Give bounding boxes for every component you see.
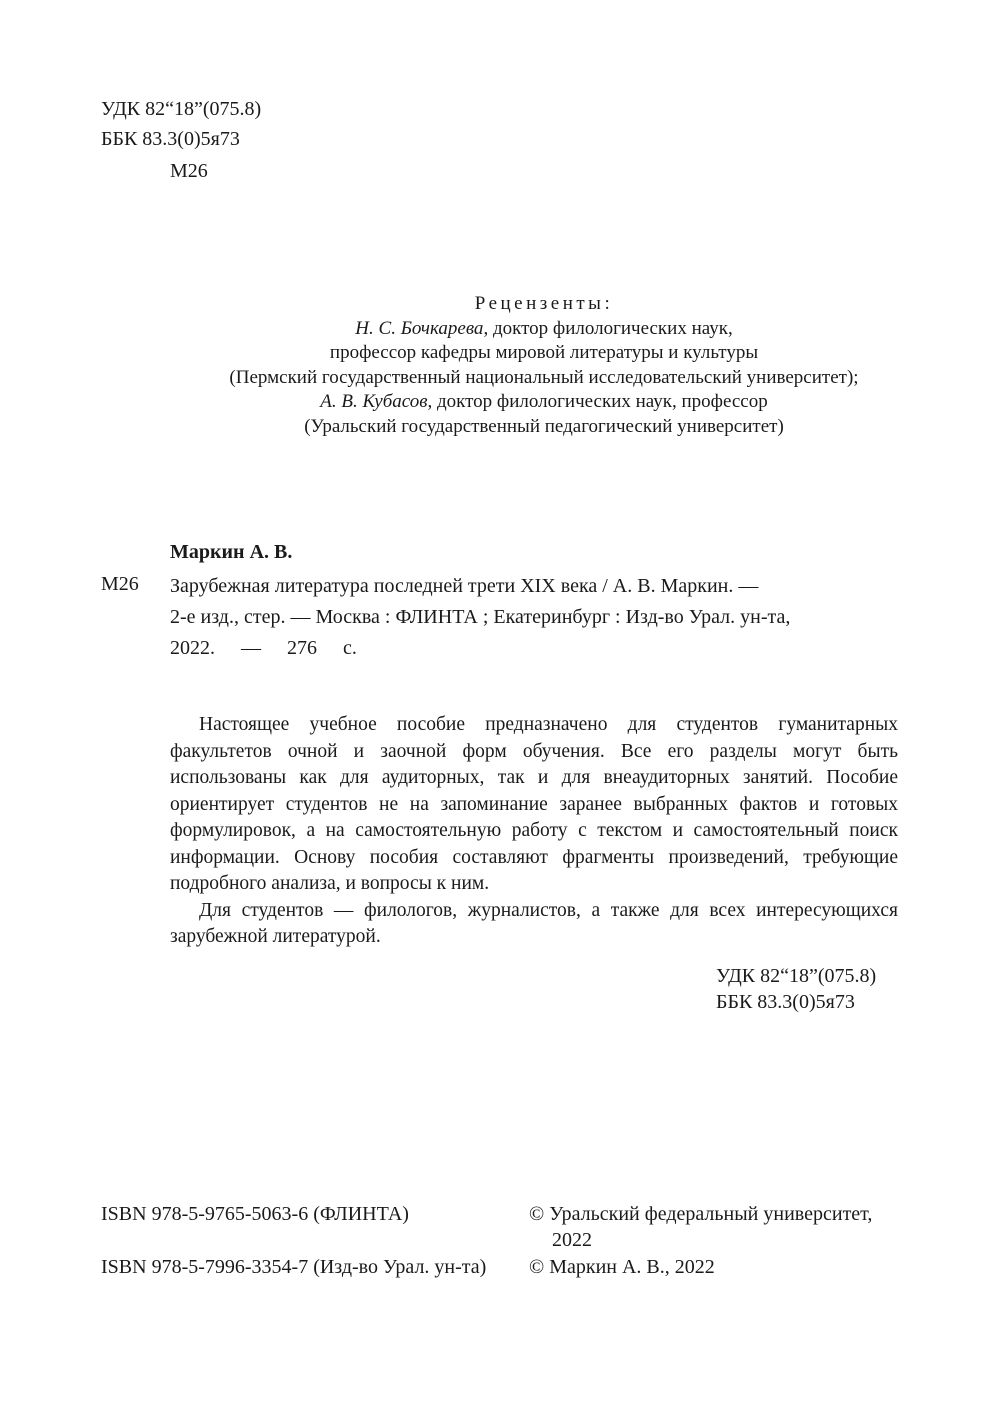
annotation <box>170 712 898 951</box>
bbk-code-bottom: ББК 83.3(0)5я73 <box>716 991 855 1013</box>
reviewer-2-degree: , доктор филологических наук, профессор <box>427 391 768 412</box>
reviewer-1-affiliation: (Пермский государственный национальный исследовательский университет); <box>229 366 859 388</box>
reviewer-2-affiliation: (Уральский государственный педагогический университет) <box>304 415 784 437</box>
bib-year: 2022. <box>170 637 215 659</box>
copyright-author: © Маркин А. В., 2022 <box>529 1256 715 1278</box>
book-author: Маркин А. В. <box>170 541 293 563</box>
isbn-ural: ISBN 978-5-7996-3354-7 (Изд-во Урал. ун-та) <box>101 1256 487 1278</box>
bibliographic-record <box>170 571 903 664</box>
bib-page-count: 276 <box>287 637 317 659</box>
annotation-paragraph-1: Настоящее учебное пособие предназначено для студентов гуманитарных факультетов очной и заочной форм обучения. Все его разделы могут быть использованы как для аудиторных, так и для внеаудиторных занятий. Пособие ориентирует студентов не на запоминание заранее выбранных фактов и готовых формулировок, а на самостоятельную работу с текстом и самостоятельный поиск информации. Основу пособия составляют фрагменты произведений, требующие подробного анализа, и вопросы к ним. <box>170 714 898 894</box>
bib-line-title: Зарубежная литература последней трети XIX века / А. В. Маркин. — <box>170 575 759 597</box>
copyright-university-year: 2022 <box>552 1229 592 1251</box>
reviewer-1-name: Н. С. Бочкарева <box>355 317 484 339</box>
bib-line-imprint: 2-е изд., стер. — Москва : ФЛИНТА ; Екатеринбург : Изд-во Урал. ун-та, <box>170 606 791 628</box>
reviewer-2-line <box>150 390 938 415</box>
copyright-university: © Уральский федеральный университет, <box>529 1203 873 1225</box>
reviewer-2-name: А. В. Кубасов <box>320 391 428 412</box>
bbk-code-top: ББК 83.3(0)5я73 <box>101 128 240 150</box>
bib-line-pages <box>170 633 903 664</box>
reviewers-heading: Рецензенты: <box>474 293 614 314</box>
reviewer-1-position: профессор кафедры мировой литературы и культуры <box>329 342 759 363</box>
bib-page-unit: с. <box>343 637 357 659</box>
udk-code-top: УДК 82“18”(075.8) <box>101 98 262 120</box>
reviewers-block <box>150 292 938 439</box>
annotation-paragraph-2: Для студентов — филологов, журналистов, а также для всех интересующихся зарубежной литературой. <box>170 899 898 947</box>
reviewer-1-line <box>150 317 938 342</box>
isbn-flinta: ISBN 978-5-9765-5063-6 (ФЛИНТА) <box>101 1203 409 1225</box>
reviewer-1-degree: , доктор филологических наук, <box>483 317 733 339</box>
udk-code-bottom: УДК 82“18”(075.8) <box>716 965 877 987</box>
bib-dash: — <box>241 637 261 659</box>
author-mark-bib: М26 <box>101 573 139 595</box>
author-mark-top: М26 <box>170 160 208 182</box>
